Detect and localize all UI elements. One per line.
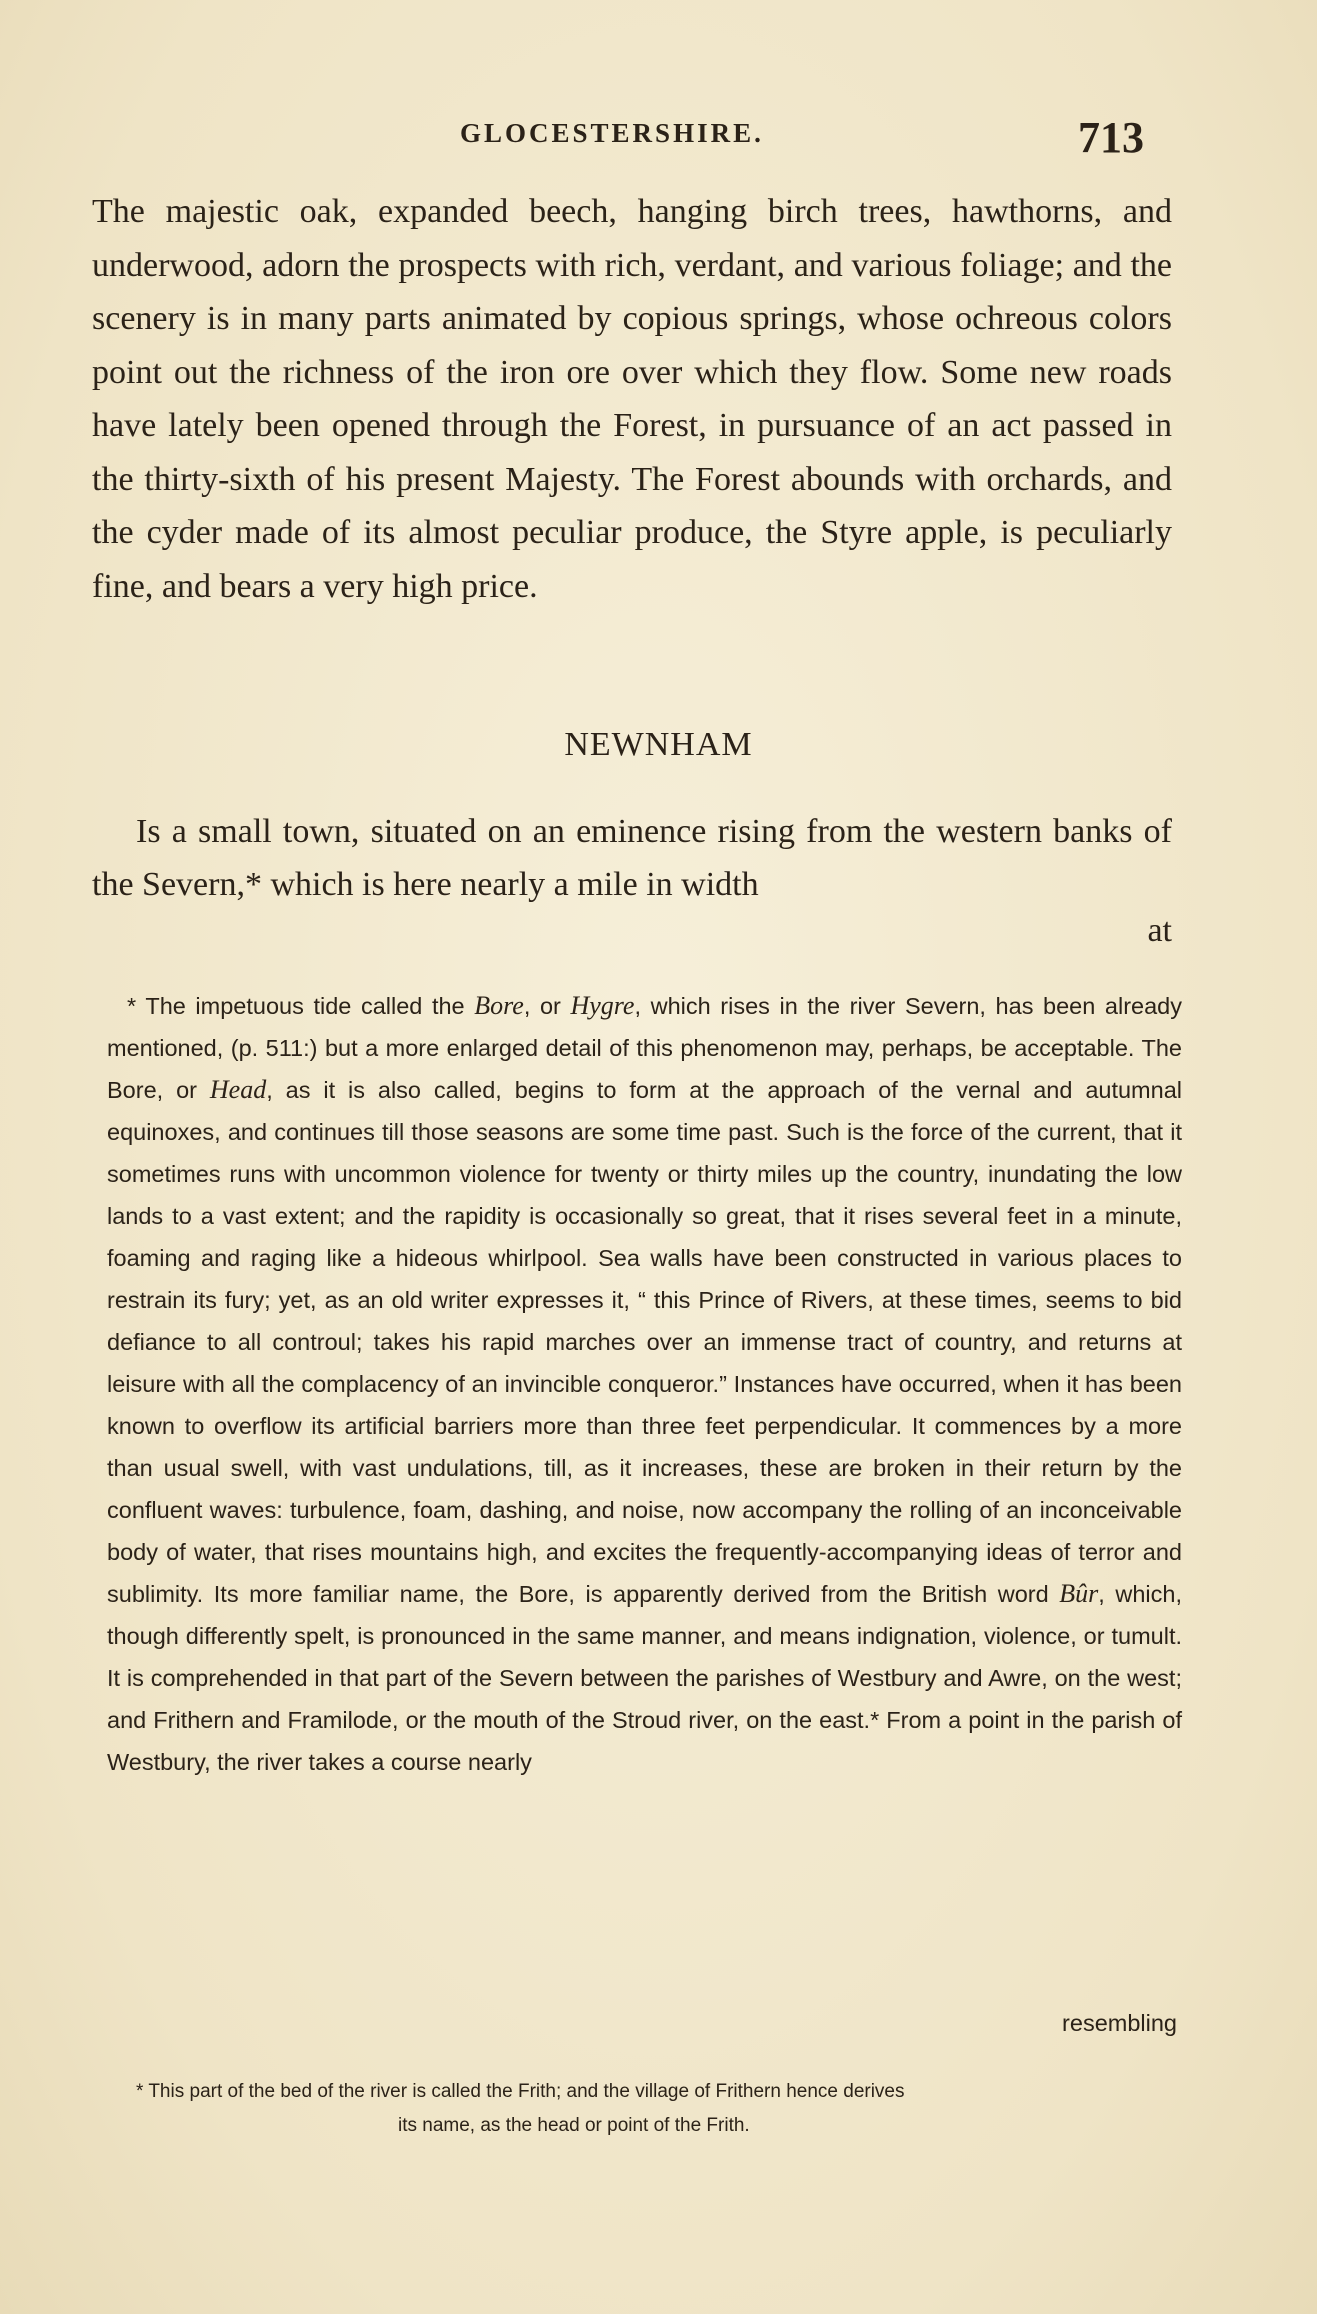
page-number: 713 (1078, 113, 1144, 162)
footnote (107, 985, 1182, 1783)
main-paragraph: The majestic oak, expanded beech, hanging birch trees, hawthorns, and underwood, adorn the prospects with rich, verdant, and various foliage; and the scenery is in many parts animated by copious springs, whose ochreous colors point out the richness of the iron ore over which they flow. Some new roads have lately been opened through the Forest, in pursuance of an act passed in the thirty-sixth of his present Majesty. The Forest abounds with orchards, and the cyder made of its almost peculiar produce, the Styre apple, is peculiarly fine, and bears a very high price. (92, 193, 1172, 605)
footnote-term: Bore (474, 991, 524, 1020)
sub-footnote-line: its name, as the head or point of the Frith. (398, 2115, 750, 2136)
footnote-text: , as it is also called, begins to form at the approach of the vernal and autumnal equinoxes, and continues till those seasons are some time past. Such is the force of the current, that it sometimes runs with uncommon violence for twenty or thirty miles up the country, inundating the low lands to a vast extent; and the rapidity is occasionally so great, that it rises several feet in a minute, foaming and raging like a hideous whirlpool. Sea walls have been constructed in various places to restrain its fury; yet, as an old writer expresses it, “ this Prince of Rivers, at these times, seems to bid defiance to all controul; takes his rapid marches over an immense tract of country, and returns at leisure with all the complacency of an invincible conqueror.” Instances have occurred, when it has been known to overflow its artificial barriers more than three feet perpendicular. It commences by a more than usual swell, with vast undulations, till, as it increases, these are broken in their return by the confluent waves: turbulence, foam, dashing, and noise, now accompany the rolling of an inconceivable body of water, that rises mountains high, and excites the frequently-accompanying ideas of terror and sublimity. Its more familiar name, the Bore, is apparently derived from the British word (107, 1077, 1182, 1607)
footnote-term: Bûr (1059, 1579, 1099, 1608)
sub-footnote (136, 2075, 1196, 2143)
sub-footnote-line: * This part of the bed of the river is called the Frith; and the village of Frithern hence derives (136, 2081, 905, 2102)
footnote-text: , which rises in the river Severn, has been already mentioned, (p. 511:) but a more enlarged detail of this phenomenon may, perhaps, be acceptable. The Bore, or (107, 993, 1182, 1103)
section-paragraph: Is a small town, situated on an eminence rising from the western banks of the Severn,* which is here nearly a mile in width (92, 813, 1172, 903)
catchword: at (1147, 912, 1172, 949)
main-text (92, 185, 1172, 613)
running-head: GLOCESTERSHIRE. (460, 118, 764, 148)
page-header (0, 108, 1317, 168)
footnote-marker: * (127, 993, 137, 1019)
footnote-term: Head (209, 1075, 267, 1104)
footnote-text: The impetuous tide called the (136, 993, 475, 1019)
section-heading: NEWNHAM (564, 726, 753, 763)
section-body (92, 805, 1172, 911)
footnote-catchword: resembling (1062, 2010, 1177, 2036)
footnote-term: Hygre (570, 991, 635, 1020)
footnote-paragraph (107, 985, 1182, 1783)
footnote-text: , which, though differently spelt, is pronounced in the same manner, and means indignation, violence, or tumult. It is comprehended in that part of the Severn between the parishes of Westbury and Awre, on the west; and Frithern and Framilode, or the mouth of the Stroud river, on the east.* From a point in the parish of Westbury, the river takes a course nearly (107, 1581, 1183, 1775)
footnote-text: , or (523, 993, 571, 1019)
